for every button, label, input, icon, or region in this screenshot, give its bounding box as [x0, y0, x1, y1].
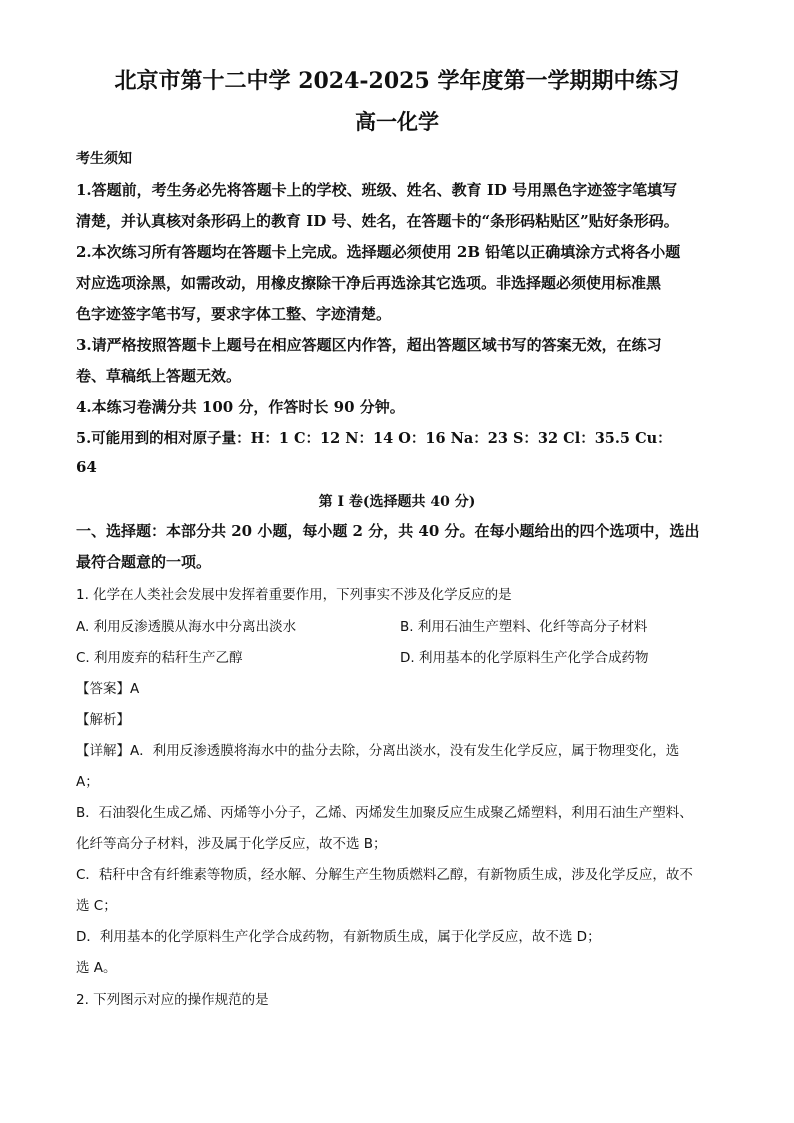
question-1-option-c: C. 利用废弃的秸秆生产乙醇	[76, 650, 243, 666]
explanation-line: C．秸秆中含有纤维素等物质，经水解、分解生产生物质燃料乙醇，有新物质生成，涉及化学反应，故不	[76, 867, 693, 883]
question-1-option-b: B. 利用石油生产塑料、化纤等高分子材料	[400, 619, 648, 635]
explanation-line: B．石油裂化生成乙烯、丙烯等小分子，乙烯、丙烯发生加聚反应生成聚乙烯塑料，利用石油生产塑料、	[76, 805, 693, 821]
question-1-option-d: D. 利用基本的化学原料生产化学合成药物	[400, 650, 649, 666]
notice-heading: 考生须知	[76, 151, 132, 167]
notice-line: 5.可能用到的相对原子量：H：1 C：12 N：14 O：16 Na：23 S：32 Cl：35.5 Cu：	[76, 430, 672, 447]
notice-line: 3.请严格按照答题卡上题号在相应答题区内作答，超出答题区域书写的答案无效，在练习	[76, 336, 662, 354]
notice-line: 对应选项涂黑，如需改动，用橡皮擦除干净后再选涂其它选项。非选择题必须使用标准黑	[76, 274, 662, 292]
question-1-stem: 1. 化学在人类社会发展中发挥着重要作用，下列事实不涉及化学反应的是	[76, 587, 512, 603]
question-2-stem: 2. 下列图示对应的操作规范的是	[76, 992, 269, 1008]
notice-line: 2.本次练习所有答题均在答题卡上完成。选择题必须使用 2B 铅笔以正确填涂方式将各小题	[76, 243, 681, 261]
explanation-line: 【详解】A．利用反渗透膜将海水中的盐分去除，分离出淡水，没有发生化学反应，属于物理变化，选	[76, 743, 680, 759]
explanation-line: A；	[76, 774, 99, 790]
analysis-label: 【解析】	[76, 712, 130, 728]
explanation-line: 选 C；	[76, 898, 117, 914]
notice-line: 色字迹签字笔书写，要求字体工整、字迹清楚。	[76, 305, 392, 323]
answer-label: 【答案】A	[76, 681, 140, 697]
section-instruction: 最符合题意的一项。	[76, 553, 212, 571]
notice-line: 4.本练习卷满分共 100 分，作答时长 90 分钟。	[76, 398, 405, 416]
section-instruction: 一、选择题：本部分共 20 小题，每小题 2 分，共 40 分。在每小题给出的四个选项中，选出	[76, 522, 700, 540]
explanation-line: 选 A。	[76, 960, 117, 976]
exam-subtitle: 高一化学	[355, 109, 439, 134]
explanation-line: 化纤等高分子材料，涉及属于化学反应，故不选 B；	[76, 836, 387, 852]
notice-line: 清楚，并认真核对条形码上的教育 ID 号、姓名，在答题卡的“条形码粘贴区”贴好条形码。	[76, 212, 679, 230]
notice-line: 1.答题前，考生务必先将答题卡上的学校、班级、姓名、教育 ID 号用黑色字迹签字笔填写	[76, 181, 678, 199]
notice-line: 卷、草稿纸上答题无效。	[76, 367, 242, 385]
notice-line: 64	[76, 458, 97, 476]
exam-title: 北京市第十二中学 2024-2025 学年度第一学期期中练习	[114, 68, 680, 94]
explanation-line: D．利用基本的化学原料生产化学合成药物，有新物质生成，属于化学反应，故不选 D；	[76, 929, 601, 945]
question-1-option-a: A. 利用反渗透膜从海水中分离出淡水	[76, 619, 297, 635]
section-title: 第 I 卷(选择题共 40 分)	[318, 494, 476, 510]
